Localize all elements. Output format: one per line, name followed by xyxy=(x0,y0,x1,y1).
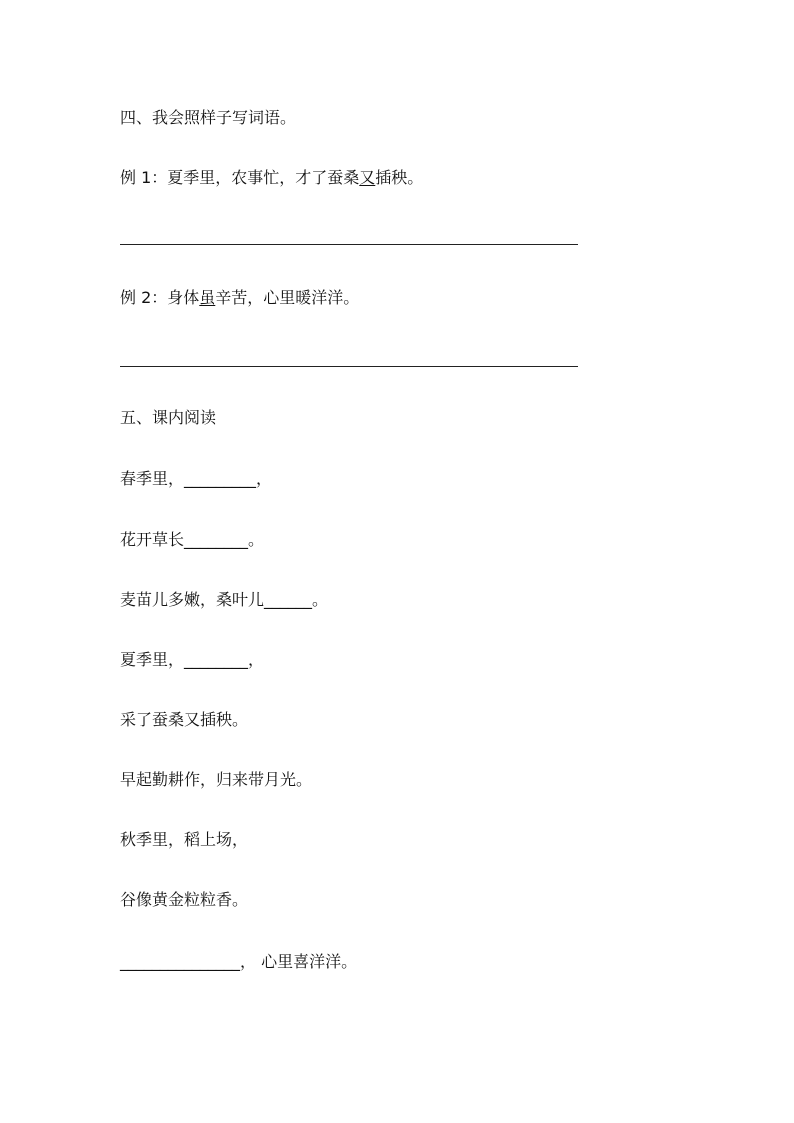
example2-answer-line[interactable] xyxy=(120,366,578,367)
section5-title: 五、课内阅读 xyxy=(120,408,217,427)
example1-answer-line[interactable] xyxy=(120,244,578,245)
example2-sentence xyxy=(120,288,359,308)
poem-last-after: 心里喜洋洋。 xyxy=(256,952,358,971)
example2-after: 辛苦，心里暖洋洋。 xyxy=(215,288,360,307)
poem-line: 谷像黄金粒粒香。 xyxy=(120,890,249,909)
poem-line: 花开草长________。 xyxy=(120,530,265,549)
example2-underlined-word: 虽 xyxy=(199,288,216,307)
poem-line: 春季里，_________， xyxy=(120,469,273,488)
example2-before: 例 2：身体 xyxy=(120,288,200,307)
example1-underlined-word: 又 xyxy=(359,168,376,187)
poem-line: 早起勤耕作，归来带月光。 xyxy=(120,770,313,789)
example1-after: 插秧。 xyxy=(375,168,424,187)
section4-title: 四、我会照样子写词语。 xyxy=(120,108,297,127)
poem-line: 采了蚕桑又插秧。 xyxy=(120,710,249,729)
poem-last-line xyxy=(120,952,357,972)
poem-line: 秋季里，稻上场， xyxy=(120,830,249,849)
poem-last-blank[interactable]: _______________， xyxy=(120,952,257,971)
example1-before: 例 1：夏季里，农事忙，才了蚕桑 xyxy=(120,168,360,187)
example1-sentence xyxy=(120,168,423,188)
poem-line: 麦苗儿多嫩，桑叶儿______。 xyxy=(120,590,329,609)
poem-line: 夏季里，________， xyxy=(120,650,265,669)
